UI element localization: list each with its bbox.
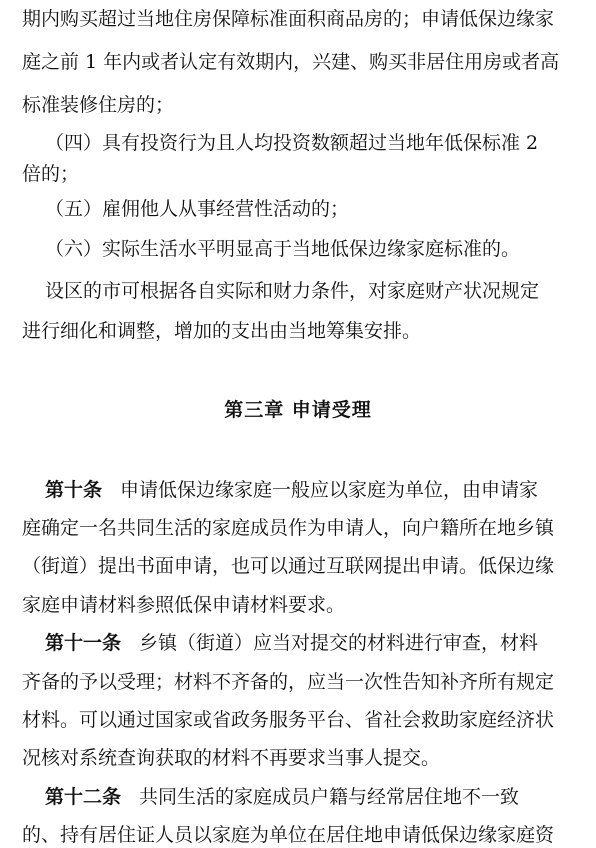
article-11-line-2: 齐备的予以受理；材料不齐备的，应当一次性告知补齐所有规定 — [22, 671, 555, 693]
article-11-label: 第十一条 — [45, 632, 122, 654]
list-item-5: （五）雇佣他人从事经营性活动的； — [45, 198, 350, 220]
list-item-4-line-1: （四）具有投资行为且人均投资数额超过当地年低保标准 2 — [45, 132, 539, 154]
chapter-title: 第三章 申请受理 — [224, 399, 372, 421]
article-10-line-3: （街道）提出书面申请，也可以通过互联网提出申请。低保边缘 — [22, 555, 555, 577]
article-10-label: 第十条 — [45, 479, 103, 501]
list-item-6: （六）实际生活水平明显高于当地低保边缘家庭标准的。 — [45, 238, 521, 260]
article-12-text: 共同生活的家庭成员户籍与经常居住地不一致 — [139, 786, 520, 808]
article-11-line-3: 材料。可以通过国家或省政务服务平台、省社会救助家庭经济状 — [22, 709, 555, 731]
article-12-line-2: 的、持有居住证人员以家庭为单位在居住地申请低保边缘家庭资 — [22, 824, 555, 846]
list-item-4-line-2: 倍的； — [22, 163, 80, 185]
city-paragraph-line-2: 进行细化和调整，增加的支出由当地筹集安排。 — [22, 320, 422, 342]
body-text-line: 期内购买超过当地住房保障标准面积商品房的；申请低保边缘家 — [22, 8, 555, 30]
article-10-line-1 — [45, 477, 588, 503]
article-10-line-2: 庭确定一名共同生活的家庭成员作为申请人，向户籍所在地乡镇 — [22, 517, 555, 539]
body-text-line: 标准装修住房的； — [22, 94, 175, 116]
article-11-line-4: 况核对系统查询获取的材料不再要求当事人提交。 — [22, 747, 441, 769]
article-10-line-4: 家庭申请材料参照低保申请材料要求。 — [22, 594, 346, 616]
article-12-label: 第十二条 — [45, 786, 122, 808]
city-paragraph-line-1: 设区的市可根据各自实际和财力条件，对家庭财产状况规定 — [45, 280, 540, 302]
article-11-line-1 — [45, 630, 588, 656]
body-text-line: 庭之前 1 年内或者认定有效期内，兴建、购买非居住用房或者高 — [22, 51, 560, 73]
article-10-text: 申请低保边缘家庭一般应以家庭为单位，由申请家 — [120, 479, 539, 501]
article-11-text: 乡镇（街道）应当对提交的材料进行审查，材料 — [139, 632, 539, 654]
article-12-line-1 — [45, 784, 588, 810]
